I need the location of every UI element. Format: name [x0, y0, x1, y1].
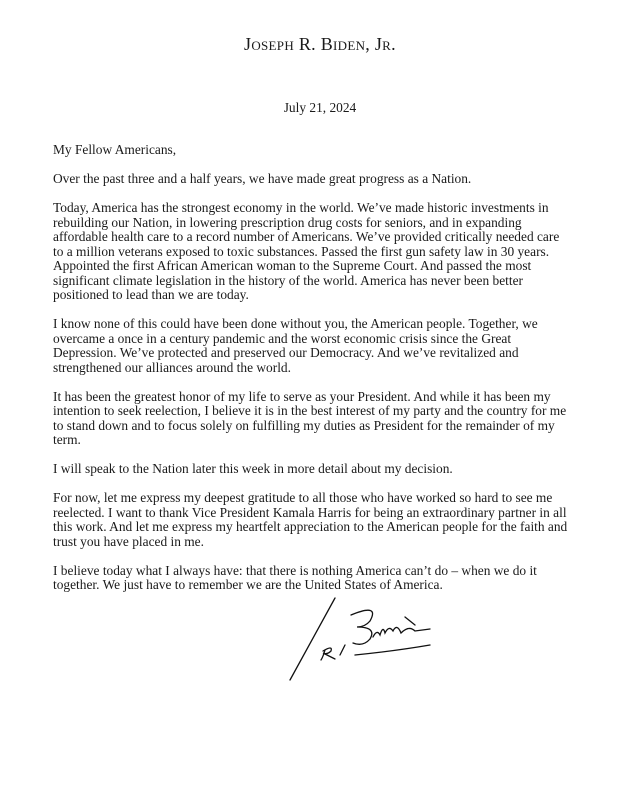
paragraph-line: Appointed the first African American woman to the Supreme Court. And passed the most: [53, 258, 532, 273]
letter-date: July 21, 2024: [283, 100, 357, 115]
salutation: [53, 143, 613, 158]
paragraph: [53, 462, 613, 477]
paragraph-line: to a million veterans exposed to toxic substances. Passed the first gun safety law in 30 years.: [53, 243, 550, 259]
paragraph: [53, 390, 613, 448]
paragraph-line: affordable health care to a record number of Americans. We’ve provided critically needed care: [53, 229, 560, 244]
paragraph-line: term.: [53, 432, 81, 447]
paragraph-line: positioned to lead than we are today.: [53, 287, 249, 302]
paragraph-line: I will speak to the Nation later this week in more detail about my decision.: [53, 461, 453, 476]
paragraph-line: overcame a once in a century pandemic and the worst economic crisis since the Great: [53, 330, 512, 346]
letterhead: Joseph R. Biden, Jr.: [244, 34, 396, 54]
paragraph: [53, 172, 613, 187]
paragraph-line: For now, let me express my deepest gratitude to all those who have worked so hard to see me: [53, 490, 553, 505]
signature: [285, 595, 465, 685]
paragraph-line: significant climate legislation in the history of the world. America has never been better: [53, 272, 524, 288]
salutation-text: My Fellow Americans,: [53, 142, 177, 157]
paragraph-line: reelected. I want to thank Vice President Kamala Harris for being an extraordinary partner in all: [53, 504, 567, 520]
letter-body: [53, 143, 613, 607]
paragraph: [53, 491, 613, 549]
paragraph: [53, 564, 613, 593]
paragraph-line: I believe today what I always have: that there is nothing America can’t do – when we do it: [53, 562, 537, 578]
paragraph-line: Over the past three and a half years, we have made great progress as a Nation.: [53, 171, 472, 186]
paragraph-line: to stand down and to focus solely on fulfilling my duties as President for the remainder of my: [53, 417, 555, 433]
paragraph-line: this work. And let me express my heartfelt appreciation to the American people for the faith and: [53, 519, 568, 534]
paragraph-line: I know none of this could have been done without you, the American people. Together, we: [53, 316, 538, 331]
paragraph-line: strengthened our alliances around the world.: [53, 359, 291, 375]
paragraph-line: Today, America has the strongest economy in the world. We’ve made historic investments in: [53, 200, 549, 215]
paragraph: [53, 317, 613, 375]
paragraph-line: trust you have placed in me.: [53, 533, 204, 549]
paragraph-line: Depression. We’ve protected and preserved our Democracy. And we’ve revitalized and: [53, 345, 519, 360]
paragraph-line: It has been the greatest honor of my life to serve as your President. And while it has been my: [53, 388, 551, 404]
paragraph: [53, 201, 613, 303]
paragraph-line: rebuilding our Nation, in lowering prescription drug costs for seniors, and in expanding: [53, 214, 522, 230]
paragraph-line: together. We just have to remember we are the United States of America.: [53, 577, 443, 592]
paragraph-line: intention to seek reelection, I believe it is in the best interest of my party and the country for me: [53, 403, 567, 418]
